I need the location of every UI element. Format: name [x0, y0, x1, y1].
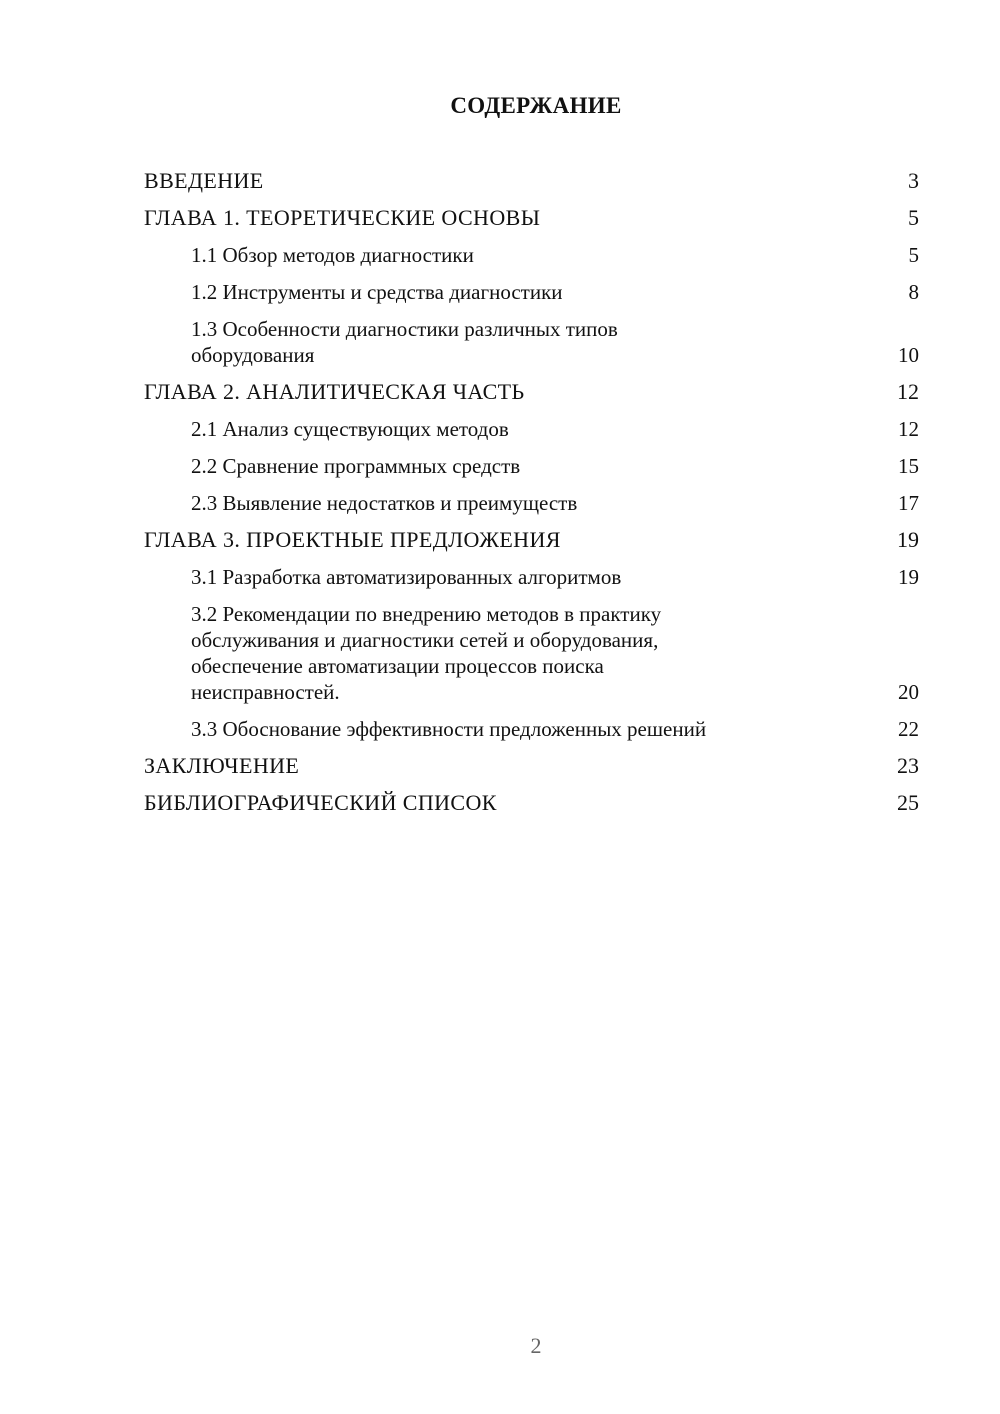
toc-entry-label: 2.2 Сравнение программных средств — [191, 454, 521, 478]
toc-entry-label: 2.3 Выявление недостатков и преимуществ — [191, 491, 578, 515]
toc-entry-chapter-3 — [144, 527, 919, 553]
page-number: 2 — [530, 1333, 542, 1358]
toc-entry-section-1-2 — [144, 279, 919, 305]
toc-entry-introduction — [144, 168, 919, 194]
toc-entry-label: ВВЕДЕНИЕ — [144, 168, 264, 193]
toc-entry-section-2-2 — [144, 453, 919, 479]
toc-entry-page: 23 — [897, 753, 919, 778]
toc-entry-label: 3.1 Разработка автоматизированных алгоритмов — [191, 565, 622, 589]
toc-entry-page: 19 — [897, 527, 919, 552]
toc-entry-section-1-3 — [144, 316, 919, 368]
toc-entry-chapter-1 — [144, 205, 919, 231]
toc-entry-page: 12 — [897, 379, 919, 404]
toc-entry-page: 5 — [908, 243, 919, 267]
toc-entry-conclusion — [144, 753, 919, 779]
toc-entry-label: 2.1 Анализ существующих методов — [191, 417, 509, 441]
toc-title: СОДЕРЖАНИЕ — [450, 93, 622, 118]
toc-entry-chapter-2 — [144, 379, 919, 405]
toc-entry-page: 3 — [908, 168, 919, 193]
table-of-contents — [144, 168, 919, 827]
toc-entry-section-3-1 — [144, 564, 919, 590]
toc-entry-page: 22 — [898, 717, 919, 741]
toc-entry-page: 17 — [898, 491, 919, 515]
toc-entry-section-3-2 — [144, 601, 919, 705]
toc-entry-page: 15 — [898, 454, 919, 478]
toc-entry-label: ГЛАВА 2. АНАЛИТИЧЕСКАЯ ЧАСТЬ — [144, 379, 525, 404]
toc-entry-label: БИБЛИОГРАФИЧЕСКИЙ СПИСОК — [144, 790, 497, 815]
toc-entry-section-1-1 — [144, 242, 919, 268]
toc-entry-label: ЗАКЛЮЧЕНИЕ — [144, 753, 300, 778]
toc-entry-page: 10 — [898, 343, 919, 367]
toc-entry-label: 3.2 Рекомендации по внедрению методов в практику обслуживания и диагностики сетей и оборудования, обеспечение автоматизации процессов поиска неисправностей. — [191, 602, 662, 704]
toc-entry-section-3-3 — [144, 716, 919, 742]
toc-entry-label: 3.3 Обоснование эффективности предложенных решений — [191, 717, 707, 741]
toc-entry-page: 8 — [908, 280, 919, 304]
toc-entry-label: 1.3 Особенности диагностики различных типов оборудования — [191, 317, 618, 367]
toc-entry-page: 12 — [898, 417, 919, 441]
toc-entry-section-2-1 — [144, 416, 919, 442]
toc-entry-label: ГЛАВА 3. ПРОЕКТНЫЕ ПРЕДЛОЖЕНИЯ — [144, 527, 561, 552]
toc-entry-page: 5 — [908, 205, 919, 230]
toc-entry-page: 19 — [898, 565, 919, 589]
toc-entry-bibliography — [144, 790, 919, 816]
toc-entry-page: 20 — [898, 680, 919, 704]
toc-entry-page: 25 — [897, 790, 919, 815]
toc-entry-label: ГЛАВА 1. ТЕОРЕТИЧЕСКИЕ ОСНОВЫ — [144, 205, 541, 230]
toc-entry-label: 1.1 Обзор методов диагностики — [191, 243, 474, 267]
toc-entry-section-2-3 — [144, 490, 919, 516]
toc-entry-label: 1.2 Инструменты и средства диагностики — [191, 280, 563, 304]
